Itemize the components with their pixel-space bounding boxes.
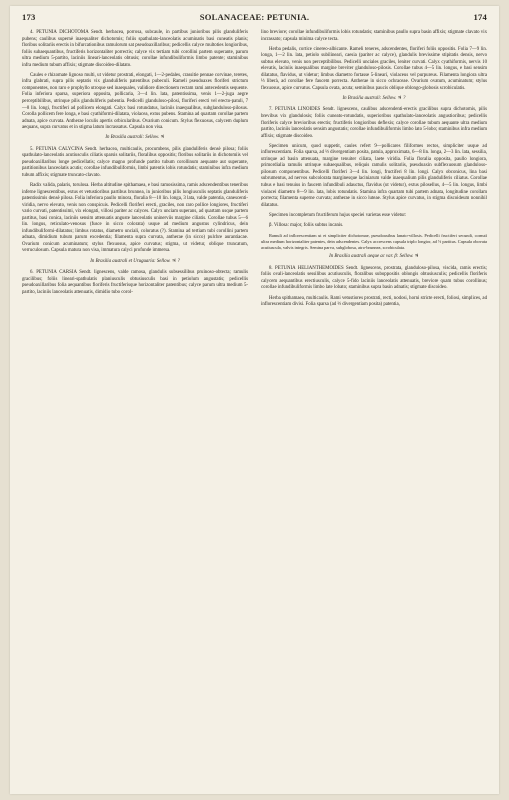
page-header	[22, 12, 487, 26]
paragraph: β. Villosa: major, foliis subtus incanis.	[269, 222, 344, 228]
page-number-left: 173	[22, 12, 36, 22]
left-column	[22, 30, 248, 300]
species-description: 5. PETUNIA CALYCINA Sendt. herbacea, multicaulis, procumbens, pilis glanduliferis densè pilosa; foliis spathulato-lanceolatis acutiusculis ciliatis sparsis solitariis, floralibus oppositis; floribus solitariis in dichotomiis vel pseudoaxillaribus longe pedicellatis; calyce magno profunde partito tubum corollinum aequante aut superante, partitionibus lanceolatis acutis; corollae infundibuliformis, limbi patentis lobis rotundatis; staminibus infra medium tubum affixis; stigmate truncato-clavato.	[22, 146, 248, 178]
paragraph: Specimen unicum, quod suppetit, caules refert 9—pollicares filiformes rectos, simpliciter usque ad inflorescentiam. Folia sparsa, ad ⅓ divergentiam posita, patula, approximata, 6—8 lin. longa, 2—3 lin. lata, sessilia, utrinque ad basin attenuata, margine tenuiter ciliata, laete viridia. Folia floralia opposita, paullo longiora, primordialia ramulis utrinque subaequalibus, reliquis ramulis solitariis, pseudoaxin subflexuosum glanduloso-pilosum componentibus. Pedicelli floriferi 3—4 lin. longi, fructiferi 8 lin. longi. Calyx obconicus, lina basi subrumentus, ad nervos subcolorata marginesque laciniarum valde inaequalium pilis glanduliferis ciliatus. Corollae tubus e basi tenuius in faucem infundibuli adauctus, flavidus (ut videtur), extus pilosellus, 4—5 lin. longus, limbi violacei diametro 8—9 lin. lata, lobis rotundatis. Stamina infra quartam tubi partem adnata, longitudine corollam porrecta; filamenta superne curvata; antherae in sicco luteae. Stylus apice curvatus, in stigma discoideum nonnihil dilatatus.	[261, 143, 487, 208]
right-column	[261, 30, 487, 312]
running-title: SOLANACEAE: PETUNIA.	[199, 12, 310, 22]
small-note: Ramuli ad inflorescentiam ut et simpliciter dichotomae, pseudoaxibus lanato-villosis. Pedicelli fructiferi secundi, cornutí ultra medium horizontaliter patentes, dein adscendentes. Calyx accrescens capsula triplo longior, ad ½ partitus. Capsula obovata acutiuscula, valvis integris. Semina parva, subglobosa, atro-brunnea, scrobiculata.	[261, 232, 487, 250]
page-number-right: 174	[473, 12, 487, 22]
locality-note: In Brasilia australi: Sellow. ♃	[105, 135, 165, 141]
species-description: 6. PETUNIA CARSIA Sendt. lignescens, valde ramosa, glandulis subsessilibus pruinoso-obtecta; ramulis gracilibus; foliis lineari-spathulatis planiusculis obtusiusculis basi in petiolum angustatis; pedicellis pseudoaxillaribus folia aequantibus floriferis fructiferisque horizontaliter patentibus; calyce parum ultra medium 5-partito, laciniis lanceolatis attenuatis, dimidio tubo corol-	[22, 270, 248, 295]
paragraph: Radix valida, palaris, torulosa. Herba altitudine spithamaea, e basi ramosissima, ramis adscendentibus teneribus inferne lignescentibus, extus et vetustioribus partibus brunnea, in junioribus pilis longiusculis septatis glanduliferis patentissimis densè pilosa. Folia inferiora paullo minora, floralia 8—10 lin. longa, 3 lata, valde patentia, canescenti-viridia, nervo elevato, venis non conspicuis. Pedicelli floriferi erecti, graciles, non raro pollice longiores, fructiferi vario curvati, patentissimi, vix elongati, villosi pariter ac calyces. Calyx unciam superans, ad quartam usque partem partitus, basi conica, laciniis sensim attenuatis anguste lanceolatis uninerviis margine ciliatis. Corollae tubus 5—6 lin. longus, reticulato-venosus (fusce in sicco colorata) usque ad medium angustus cylindricus, dein infundibuliformi-dilatatus; limbus rotatus, diametro unciali, coloratus (?). Stamina ad tertiam tubi corollini partem adnata, dimidium tubum parum excedentia; filamenta supra curvata, antherae (in sicco) pulchre aurantiacae. Ovarium conicum acuminatum; stylus flexuosus, apice curvatus; stigma, ut videtur, oblique truncatum, verruculosum. Capsula matura non visa, immatura calyci profunde immersa.	[22, 182, 248, 254]
paragraph: Herba pedalis, cortice cinereo-albicante. Rameli teneres, adscendentes, floriferi foliis oppositis. Folia 7—9 lin. longa, 1—2 lin. lata, petiolo subilineari, caesia (pariter ac calyce), glandulis brevissime stipitatis densis, nervo subtus elevato, venis non perceptibilibus. Pedicelli unciales graciles, leniter curvati. Calyx cyathiformis, nervis 10 elevatis, laciniis inaequalibus margine breviter glanduloso-pilosis. Corollae tubus 4—5 lin. longus, e basi sensim dilatatus, flavidus, ut videtur; limbus diametro fortasse 5-linearí, violaceus vel purpureus. Filamenta longiora ultra ⅓ liberà, ad corollae fere faucem porrecta. Antherae in sicco ochraceae. Ovarium ovatum, acuminatum; stylus flexuosus, apice curvatus. Capsula ovata, acuta; seminibus paucis oblique oblongo-globosis scrobiculatis.	[261, 46, 487, 91]
species-description: 8. PETUNIA HELIANTHEMOIDES Sendt. lignescens, prostrata, glanduloso-pilosa, viscida, ramis erectis; foliis ovali-lanceolatis sessilibus acutiusculis, floralibus suboppositis oblongis obtusiusculis; pedicellis floriferis calycem aequantibus erectiusculis, calyce 5-fido laciniis lanceolatis attenuatis, breviore quam tubus corollinus; corollae infundibuliformis limbo late lobato; staminibus supra basin adnatis; stigmate discoideo.	[261, 265, 487, 291]
locality-note: In Brasilia australi: Sellow. ♃ ?	[342, 95, 406, 101]
book-page	[10, 6, 499, 794]
paragraph: Caules e rhizomate lignoso multi, ut videtur prostrati, elongati, 1—2-pedales, crassitie pennae corvinae, teretes, infra glabrati, supra pilis septatis vix glanduliferis patentibus pubeculi. Rameli pseudoaxes floriferi strictum componentes, non raro e prophyllo utroque sed inaequales, validiore directionem rectam rami antecedentis sequente. Folia inferiora sparsa, superiora opposita, pollicaria, 3—4 lin. lata, patentissima, venis 1—2-juga aegre perceptibilibus, utrinque pilis glanduliferis pubentia. Pedicelli glanduloso-pilosi, floriferi erecti vel erecto-patuli, 7—8 lin. longi, fructiferi ad pollicem elongati. Calyx basi rotundatus, laciniis inaequalibus, subglanduloso-pilosus. Corolla pollicem fere longa, e basi cyathiformi-dilatata, violacea, extus pubens. Stamina ad quartam corollae partem adnata, apice curvata. Antherae loculis apertis orbicularibus. Ovarium conicum. Stylus flexuosus, calycem duplum aequans, supra curvatus et in stigma latum incrassatus. Capsula non visa.	[22, 72, 248, 131]
species-description: 4. PETUNIA DICHOTOMA Sendt. herbacea, porrosa, subcaule, in partibus junioribus pilis glanduliferis pubens; caulibus supernè inaequaliter dichotomis; foliis spathulato-lanceolatis acuminatis basi cuneatis planis; floribus solitariis erectis in bifurcationibus ramulorum sat pseudoaxillaribus; pedicellis calyce multoties longioribus, foliis subaequantibus, fructiferis horizontaliter porrectis; calyce vix tertiam tubi corollini partem superante, parum ultra medium 5-partito, laciniis lineari-lanceolatis obtusis; corollae infundibuliformis limbo patente; staminibus infra medium tubum affixis; stigmate discoideo-dilatato.	[22, 30, 248, 68]
locality-note: In Brasilia australi et Uruguaria: Sellow. ♃ ?	[90, 258, 180, 264]
paragraph: Specimen incompletum fructiferum hujus speciei varietas esse videtur:	[269, 212, 407, 218]
paragraph: Herba spithamaea, multicaulis. Rami vetustiores prostrati, recti, nodosi, horni stricte erecti, foliosi, simplices, ad inflorescentiam divisi. Folia sparsa (ad ⅓ divergentiam posita) patentia,	[261, 295, 487, 308]
species-description: 7. PETUNIA LINOIDES Sendt. lignescens, caulibus adscendenti-erectis gracilibus supra dichotomis, pilis brevibus vix glandulosis; foliis cuneato-rotundatis, superioribus spathulato-lanceolatis angustioribus; pedicellis floriferis calyce brevioribus erectis; fructiferis longioribus deflexis; calyce corollae tubum aequante ultra medium partito, laciniis lanceolatis sensim angustatis; corollae infundibuliformis limbo lato 5-lobo; staminibus infra medium affixis; stigmate discoideo.	[261, 107, 487, 139]
locality-note: In Brasilia australi aeque ac var. β: Sellow. ♃	[329, 254, 419, 260]
paragraph: lino breviore; corollae infundibuliformis lobis rotundatis; staminibus paullo supra basin affixis; stigmate clavato vix incrassato; capsula minima calyce tecta.	[261, 30, 487, 42]
